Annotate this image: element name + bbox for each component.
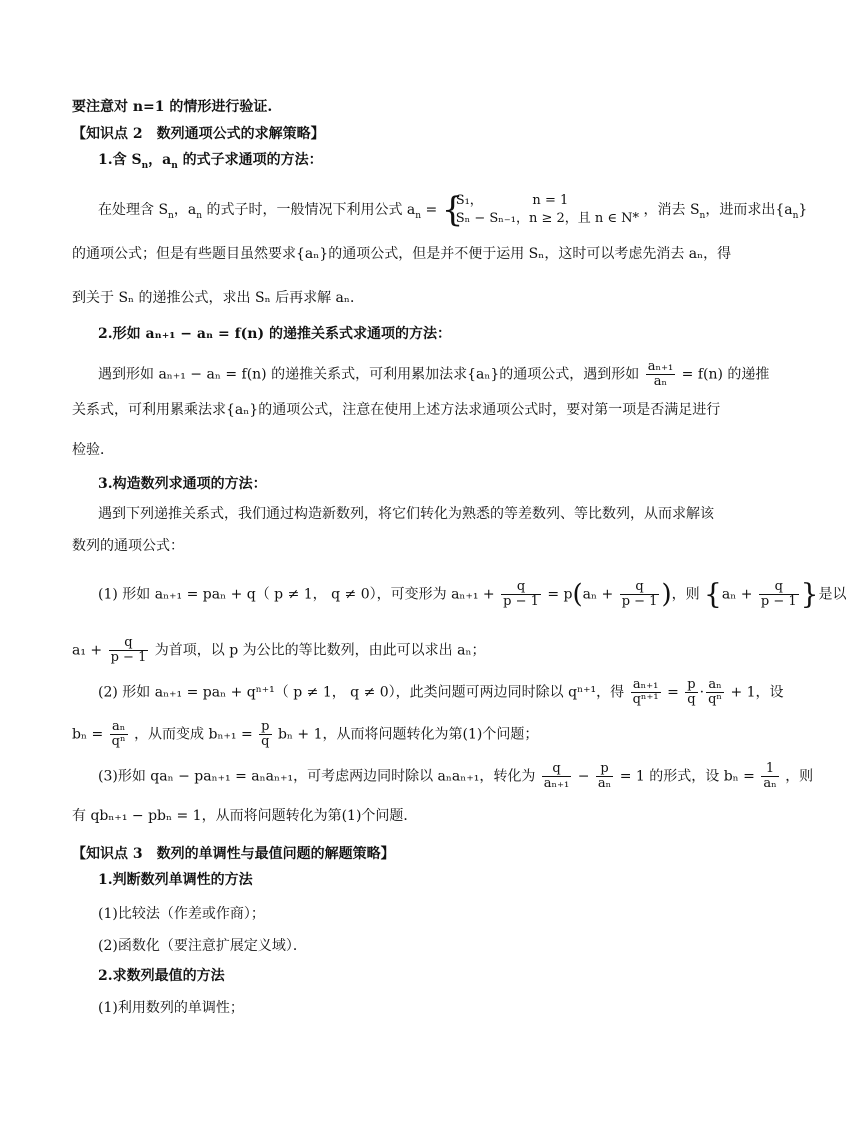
- text-line: (2)函数化（要注意扩展定义域）．: [98, 938, 307, 954]
- text-line: 检验．: [72, 442, 114, 458]
- text-line: bₙ = $\frac{\text{aₙ}}{\text{qⁿ}}$ ，从而变成 bₙ₊₁ = $\frac{p}{q}$ bₙ + 1，从而将问题转化为第(1)个问题；: [72, 719, 539, 749]
- text-line: 到关于 Sₙ 的递推公式，求出 Sₙ 后再求解 aₙ．: [72, 290, 364, 306]
- text-line: (2) 形如 aₙ₊₁ = paₙ + qⁿ⁺¹（ p ≠ 1， q ≠ 0），此类问题可两边同时除以 qⁿ⁺¹，得 $\frac{\text{aₙ₊₁}}{\text{qⁿ⁺¹}}$ = $\frac{p}{q}$ · $\frac{\text{aₙ}}{\text{qⁿ}}$ + 1，设: [98, 677, 784, 707]
- section-heading: 【知识点 2 数列通项公式的求解策略】: [72, 126, 325, 142]
- subheading: 1.判断数列单调性的方法: [98, 872, 253, 888]
- section-heading: 【知识点 3 数列的单调性与最值问题的解题策略】: [72, 846, 395, 862]
- text-line: 遇到形如 aₙ₊₁ − aₙ = f(n) 的递推关系式，可利用累加法求{aₙ}的通项公式，遇到形如 $\frac{\text{aₙ₊₁}}{\text{aₙ}}$ = f(n) 的递推: [98, 359, 770, 389]
- text-line: 关系式，可利用累乘法求{aₙ}的通项公式，注意在使用上述方法求通项公式时，要对第一项是否满足进行: [72, 402, 721, 418]
- text-line: a₁ + $\frac{q}{p - 1}$ 为首项，以 p 为公比的等比数列，由此可以求出 aₙ；: [72, 635, 486, 665]
- subheading: 2.形如 aₙ₊₁ − aₙ = f(n) 的递推关系式求通项的方法：: [98, 326, 451, 342]
- subheading: 1.含 $S_n$，$a_n$ 的式子求通项的方法：: [98, 152, 323, 171]
- text-line: (1)利用数列的单调性；: [98, 1000, 244, 1016]
- text-line: (1)比较法（作差或作商）；: [98, 906, 265, 922]
- subheading: 3.构造数列求通项的方法：: [98, 476, 267, 492]
- text-line: 的通项公式；但是有些题目虽然要求{aₙ}的通项公式，但是并不便于运用 Sₙ，这时可以考虑先消去 aₙ，得: [72, 246, 732, 262]
- piecewise-formula: { S₁， n = 1 Sₙ − Sₙ₋₁，n ≥ 2，且 n ∈ N*: [441, 190, 640, 230]
- text-line: (3)形如 qaₙ − paₙ₊₁ = aₙaₙ₊₁，可考虑两边同时除以 aₙaₙ₊₁，转化为 $\frac{q}{\text{aₙ₊₁}}$ − $\frac{p}{\text{aₙ}}$ = 1 的形式，设 bₙ = $\frac{1}{\text{aₙ}}$ ，则: [98, 761, 814, 791]
- text-line: 遇到下列递推关系式，我们通过构造新数列，将它们转化为熟悉的等差数列、等比数列，从而求解该: [98, 506, 714, 522]
- text-line: 有 qbₙ₊₁ − pbₙ = 1，从而将问题转化为第(1)个问题．: [72, 808, 418, 824]
- text-line: (1) 形如 aₙ₊₁ = paₙ + q（ p ≠ 1， q ≠ 0），可变形为 aₙ₊₁ + $\frac{q}{p - 1}$ = p(aₙ + $\frac{q}{p - 1}$ )，则 {aₙ + $\frac{q}{p - 1}$ }是以: [98, 577, 847, 611]
- text-line: 要注意对 n=1 的情形进行验证.: [72, 99, 273, 115]
- subheading: 2.求数列最值的方法: [98, 968, 225, 984]
- text-line: 数列的通项公式：: [72, 538, 184, 554]
- text-line: 在处理含 $S_n$，$a_n$ 的式子时，一般情况下利用公式 $a_n$ = { S₁， n = 1 Sₙ − Sₙ₋₁，n ≥ 2，且 n ∈ N* ，消去 $S_n$，进而求出$\{a_n\}$: [98, 190, 808, 230]
